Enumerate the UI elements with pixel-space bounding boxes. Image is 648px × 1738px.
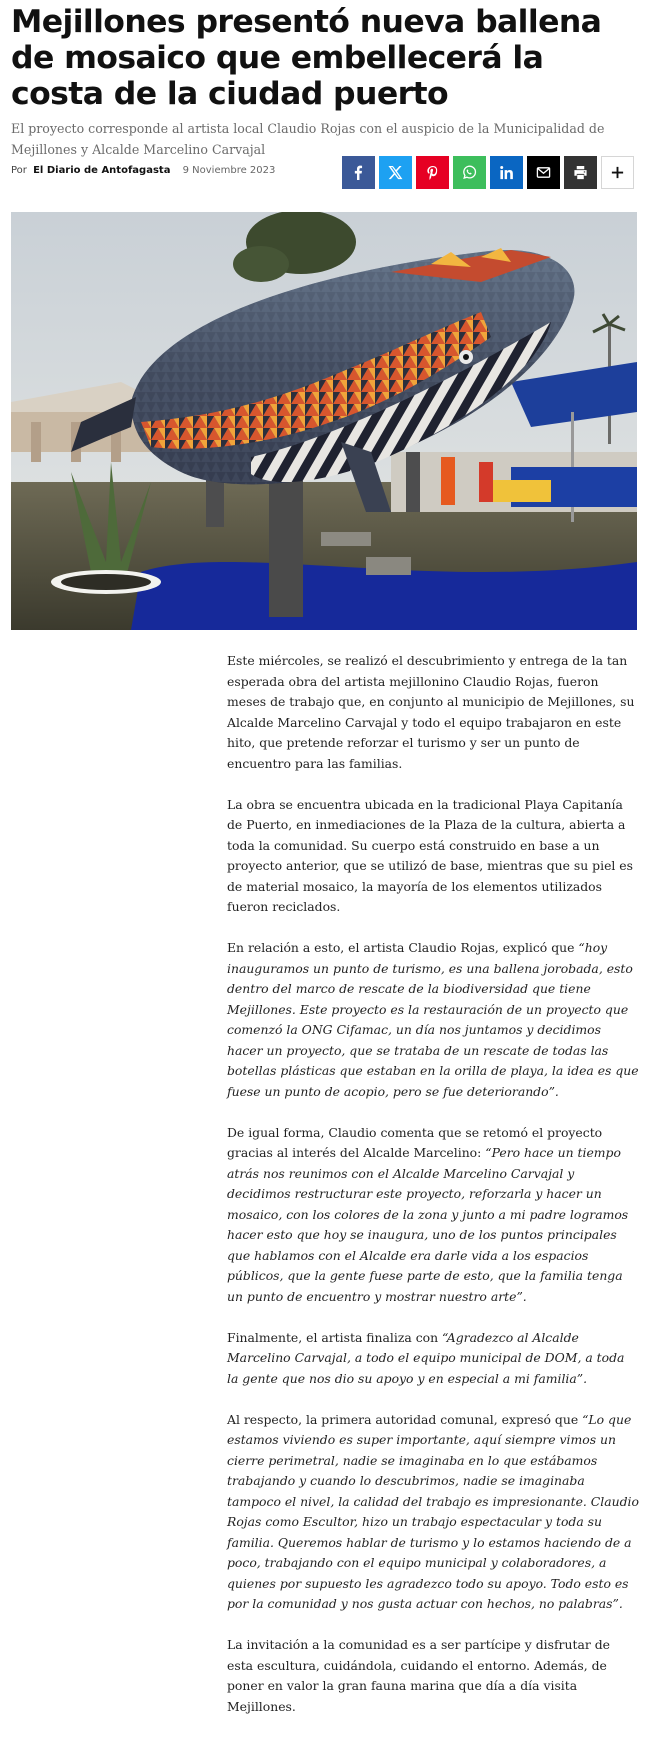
share-bar	[342, 156, 634, 189]
paragraph	[227, 795, 639, 918]
whale-mosaic-photo	[11, 212, 637, 630]
paragraph-quote: “Pero hace un tiempo atrás nos reunimos con el Alcalde Marcelino Carvajal y decidimos restructurar este proyecto, reforzarla y hacer un mosaico, con los colores de la zona y junto a mi padre logramos hacer esto que hoy se inaugura, uno de los puntos principales que hablamos con el Alcalde era darle vida a los espacios públicos, que la gente fuese parte de esto, que la familia tenga un punto de encuentro y mostrar nuestro arte”.	[227, 1145, 629, 1304]
share-x-button[interactable]	[379, 156, 412, 189]
paragraph-text: En relación a esto, el artista Claudio Rojas, explicó que	[227, 940, 579, 955]
byline	[11, 165, 275, 176]
share-whatsapp-button[interactable]	[453, 156, 486, 189]
share-email-button[interactable]	[527, 156, 560, 189]
publish-date: 9 Noviembre 2023	[182, 165, 276, 176]
pinterest-icon	[425, 165, 440, 180]
whatsapp-icon	[462, 165, 477, 180]
article-title: Mejillones presentó nueva ballena de mosaico que embellecerá la costa de la ciudad puerto	[11, 4, 602, 112]
email-icon	[536, 165, 551, 180]
paragraph	[227, 1410, 639, 1615]
facebook-icon	[351, 165, 366, 180]
share-print-button[interactable]	[564, 156, 597, 189]
paragraph-text: La invitación a la comunidad es a ser partícipe y disfrutar de esta escultura, cuidándola, cuidando el entorno. Además, de poner en valor la gran fauna marina que día a día visita Mejillones.	[227, 1637, 610, 1714]
author-link[interactable]: El Diario de Antofagasta	[33, 165, 171, 176]
paragraph-quote: “Lo que estamos viviendo es super importante, aquí siempre vimos un cierre perimetral, nadie se imaginaba en lo que estábamos trabajando y cuando lo descubrimos, nadie se imaginaba tampoco el nivel, la calidad del trabajo es impresionante. Claudio Rojas como Escultor, hizo un trabajo espectacular y toda su familia. Queremos hablar de turismo y lo estamos haciendo de a poco, trabajando con el equipo municipal y colaboradores, a quienes por supuesto les agradezco todo su apoyo. Todo esto es por la comunidad y nos gusta actuar con hechos, no palabras”.	[227, 1411, 639, 1611]
print-icon	[573, 165, 588, 180]
linkedin-icon	[499, 165, 514, 180]
paragraph-text: Este miércoles, se realizó el descubrimiento y entrega de la tan esperada obra del artista mejillonino Claudio Rojas, fueron meses de trabajo que, en conjunto al municipio de Mejillones, su Alcalde Marcelino Carvajal y todo el equipo trabajaron en este hito, que pretende reforzar el turismo y ser un punto de encuentro para las familias.	[227, 653, 635, 771]
share-pinterest-button[interactable]	[416, 156, 449, 189]
paragraph-text: Al respecto, la primera autoridad comunal, expresó que	[227, 1411, 583, 1427]
hero-image	[11, 212, 637, 630]
paragraph-text: Finalmente, el artista finaliza con	[227, 1329, 443, 1345]
paragraph	[227, 938, 639, 1102]
paragraph	[227, 1123, 639, 1308]
share-facebook-button[interactable]	[342, 156, 375, 189]
x-icon	[388, 165, 403, 180]
share-more-button[interactable]	[601, 156, 634, 189]
paragraph-quote: “hoy inauguramos un punto de turismo, es una ballena jorobada, esto dentro del marco de rescate de la biodiversidad que tiene Mejillones. Este proyecto es la restauración de un proyecto que comenzó la ONG Cifamac, un día nos juntamos y decidimos hacer un proyecto, que se trataba de un rescate de todas las botellas plásticas que estaban en la orilla de playa, la idea es que fuese un punto de acopio, pero se fue deteriorando”.	[227, 940, 639, 1099]
paragraph-text: La obra se encuentra ubicada en la tradicional Playa Capitanía de Puerto, en inmediaciones de la Plaza de la cultura, abierta a toda la comunidad. Su cuerpo está construido en base a un proyecto anterior, que se utilizó de base, mientras que su piel es de material mosaico, la mayoría de los elementos utilizados fueron reciclados.	[227, 796, 633, 914]
share-linkedin-button[interactable]	[490, 156, 523, 189]
paragraph	[227, 1635, 639, 1717]
paragraph	[227, 651, 639, 774]
plus-icon	[610, 165, 625, 180]
paragraph	[227, 1328, 639, 1390]
article-subtitle: El proyecto corresponde al artista local Claudio Rojas con el auspicio de la Municipalidad de Mejillones y Alcalde Marcelino Carvajal	[11, 121, 605, 157]
paragraph-quote: “Agradezco al Alcalde Marcelino Carvajal, a todo el equipo municipal de DOM, a toda la gente que nos dio su apoyo y en especial a mi familia”.	[227, 1329, 625, 1386]
article-body	[227, 651, 639, 1738]
byline-prefix: Por	[11, 165, 27, 176]
paragraph-text: De igual forma, Claudio comenta que se retomó el proyecto gracias al interés del Alcalde Marcelino:	[227, 1124, 603, 1160]
